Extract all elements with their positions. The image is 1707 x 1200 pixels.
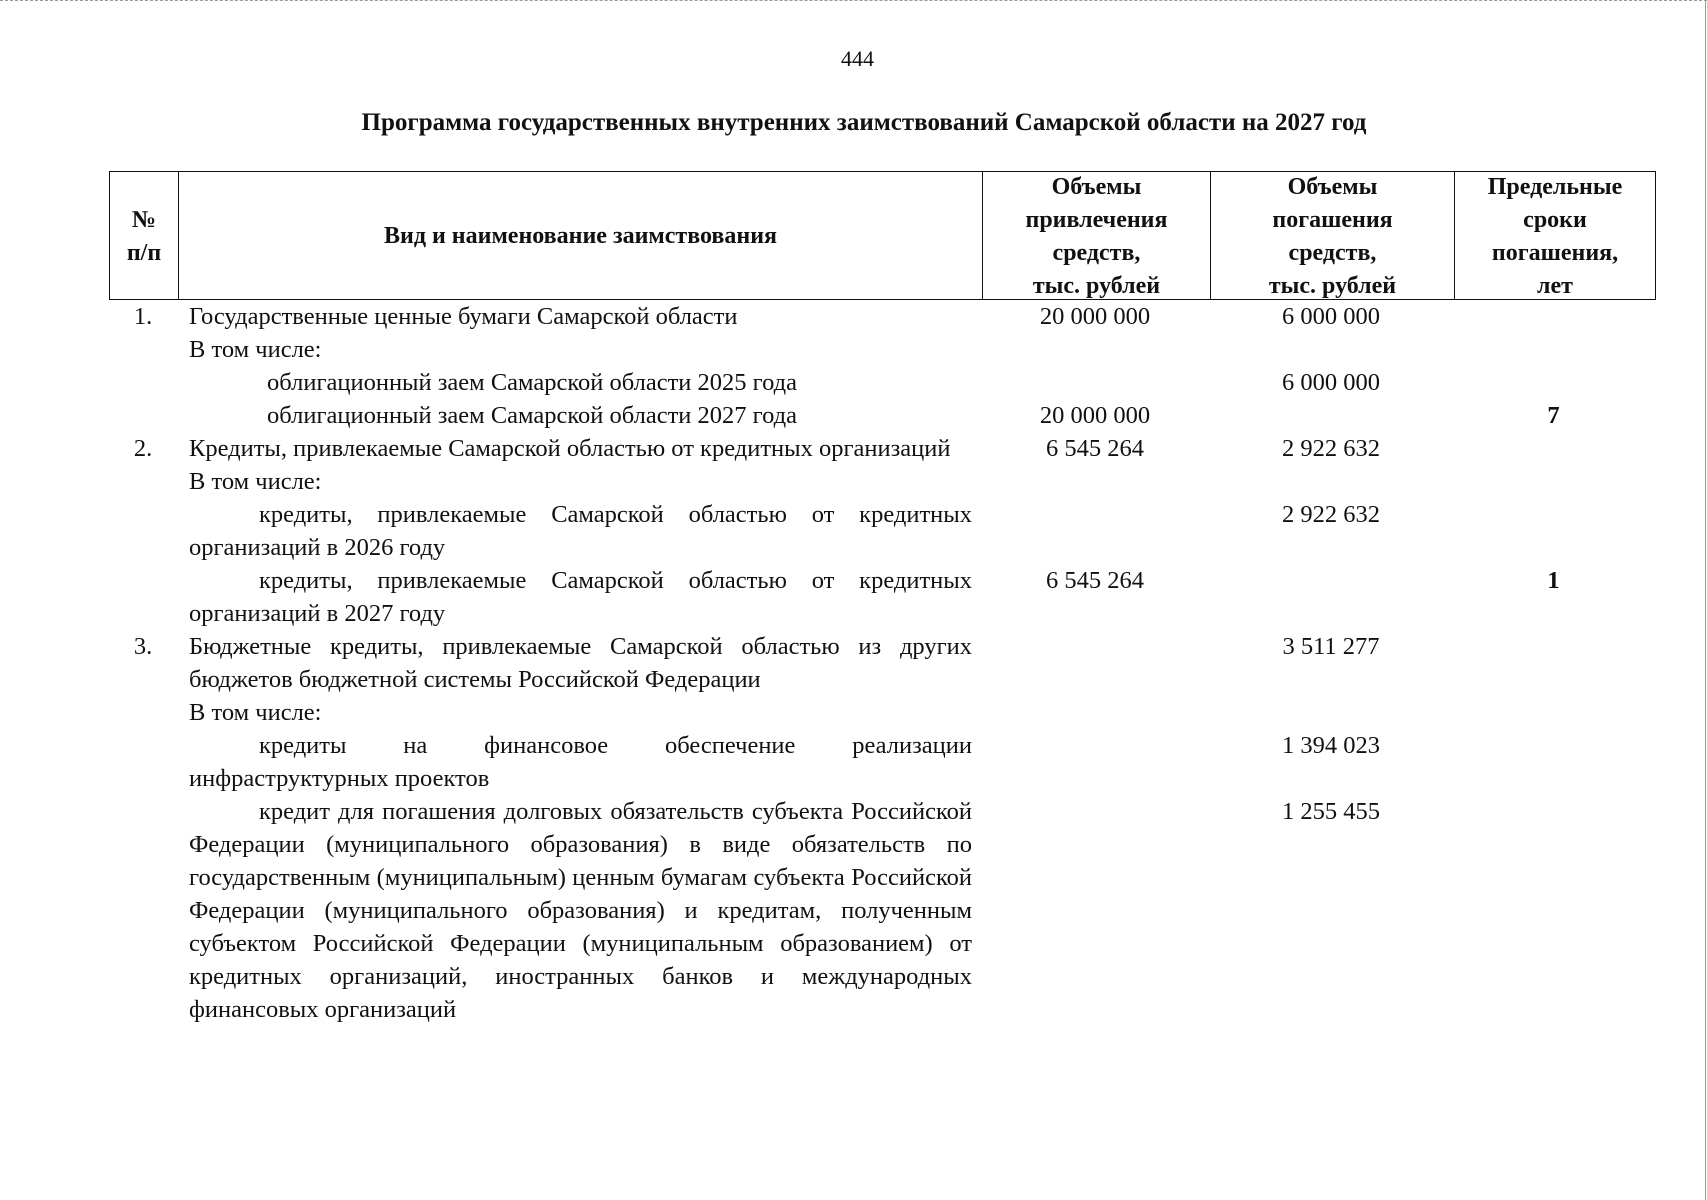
row-name: Кредиты, привлекаемые Самарской областью от кредитных организаций — [189, 435, 951, 462]
page-edge-right — [1705, 0, 1706, 1200]
table-row — [109, 300, 1656, 333]
row-name: В том числе: — [189, 468, 322, 495]
document-title: Программа государственных внутренних заимствований Самарской области на 2027 год — [361, 109, 1367, 136]
header-repay-cell — [1210, 172, 1454, 299]
row-repay-amount: 6 000 000 — [1282, 369, 1380, 396]
row-repay-amount: 1 394 023 — [1282, 732, 1380, 759]
row-term: 1 — [1547, 567, 1560, 594]
row-name: облигационный заем Самарской области 2025 года — [267, 369, 797, 396]
row-name: кредиты, привлекаемые Самарской областью от кредитных организаций в 2026 году — [189, 501, 972, 561]
row-name: В том числе: — [189, 699, 322, 726]
row-name: облигационный заем Самарской области 2027 года — [267, 402, 797, 429]
header-number-label: № п/п — [126, 206, 162, 266]
header-name-label: Вид и наименование заимствования — [383, 223, 778, 249]
row-raise-amount: 20 000 000 — [1039, 303, 1151, 330]
table-row — [109, 432, 1656, 465]
row-repay-amount: 6 000 000 — [1282, 303, 1380, 330]
header-term-cell — [1454, 172, 1655, 299]
page-number: 444 — [841, 46, 874, 71]
table-header — [109, 171, 1656, 300]
row-raise-amount: 20 000 000 — [1039, 402, 1151, 429]
row-raise-amount: 6 545 264 — [1046, 567, 1144, 594]
row-repay-amount: 3 511 277 — [1282, 633, 1380, 660]
row-raise-amount: 6 545 264 — [1046, 435, 1144, 462]
row-number: 1. — [133, 303, 153, 330]
header-name-cell — [178, 172, 982, 299]
table-row — [109, 399, 1656, 432]
row-name: Бюджетные кредиты, привлекаемые Самарской областью из других бюджетов бюджетной системы Российской Федерации — [189, 633, 972, 693]
header-raise-cell — [982, 172, 1210, 299]
header-raise-label: Объемы привлечения средств, тыс. рублей — [1025, 173, 1168, 299]
row-repay-amount: 2 922 632 — [1282, 501, 1380, 528]
header-repay-label: Объемы погашения средств, тыс. рублей — [1268, 173, 1397, 299]
row-repay-amount: 1 255 455 — [1282, 798, 1380, 825]
table-row — [109, 498, 1656, 564]
table-row — [109, 795, 1656, 1026]
row-name: кредиты, привлекаемые Самарской областью от кредитных организаций в 2027 году — [189, 567, 972, 627]
header-term-label: Предельные сроки погашения, лет — [1487, 173, 1623, 299]
row-number: 3. — [133, 633, 153, 660]
row-number: 2. — [133, 435, 153, 462]
table-row — [109, 564, 1656, 630]
row-name: кредиты на финансовое обеспечение реализации инфраструктурных проектов — [189, 732, 972, 792]
table-row — [109, 696, 1656, 729]
row-name: В том числе: — [189, 336, 322, 363]
table-row — [109, 366, 1656, 399]
table-row — [109, 729, 1656, 795]
table-row — [109, 465, 1656, 498]
header-number-cell — [110, 172, 178, 299]
table-body — [109, 300, 1656, 1026]
row-term: 7 — [1547, 402, 1560, 429]
page-edge-top — [0, 0, 1707, 1]
table-row — [109, 630, 1656, 696]
table-row — [109, 333, 1656, 366]
row-repay-amount: 2 922 632 — [1282, 435, 1380, 462]
row-name: кредит для погашения долговых обязательств субъекта Российской Федерации (муниципального образования) в виде обязательств по государственным (муниципальным) ценным бумагам субъекта Российской Федерации (муниципального образования) и кредитам, полученным субъектом Российской Федерации (муниципальным образованием) от кредитных организаций, иностранных банков и международных финансовых организаций — [189, 798, 972, 1023]
row-name: Государственные ценные бумаги Самарской области — [189, 303, 738, 330]
